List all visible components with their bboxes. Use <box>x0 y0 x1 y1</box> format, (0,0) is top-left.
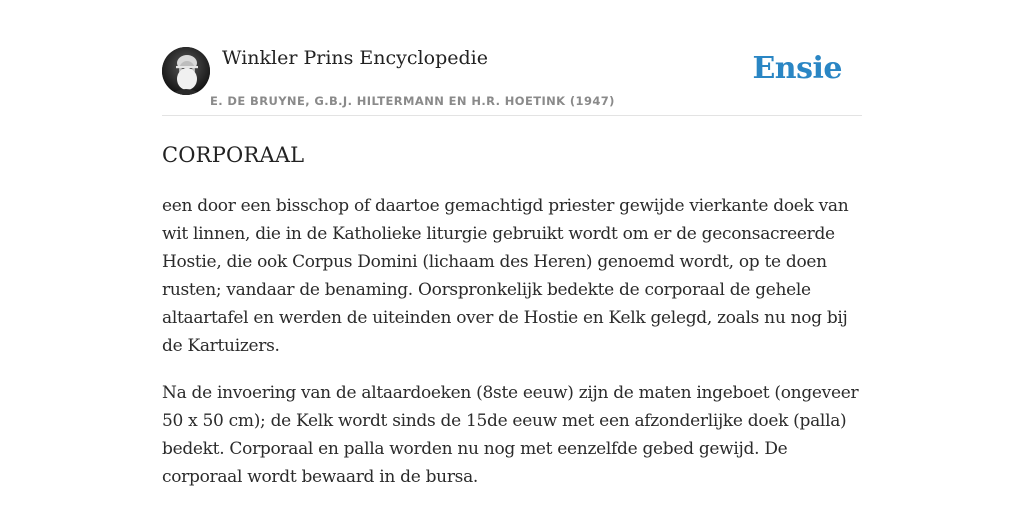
article <box>162 138 862 491</box>
brand-logo[interactable]: Ensie <box>752 51 842 86</box>
authors-line: E. DE BRUYNE, G.B.J. HILTERMANN EN H.R. HOETINK (1947) <box>210 94 615 108</box>
author-portrait-icon <box>162 47 210 95</box>
header <box>162 0 862 116</box>
article-paragraph: een door een bisschop of daartoe gemachtigd priester gewijde vierkante doek van wit linnen, die in de Katholieke liturgie gebruikt wordt om er de geconsacreerde Hostie, die ook Corpus Domini (lichaam des Heren) genoemd wordt, op te doen rusten; vandaar de benaming. Oorspronkelijk bedekte de corporaal de gehele altaartafel en werden de uiteinden over de Hostie en Kelk gelegd, zoals nu nog bij de Kartuizers. <box>162 196 849 356</box>
site-title[interactable]: Winkler Prins Encyclopedie <box>222 47 488 69</box>
article-title: CORPORAAL <box>162 143 305 167</box>
article-paragraph: Na de invoering van de altaardoeken (8ste eeuw) zijn de maten ingeboet (ongeveer 50 x 50 cm); de Kelk wordt sinds de 15de eeuw met een afzonderlijke doek (palla) bedekt. Corporaal en palla worden nu nog met eenzelfde gebed gewijd. De corporaal wordt bewaard in de bursa. <box>162 383 859 487</box>
avatar[interactable] <box>162 47 210 95</box>
